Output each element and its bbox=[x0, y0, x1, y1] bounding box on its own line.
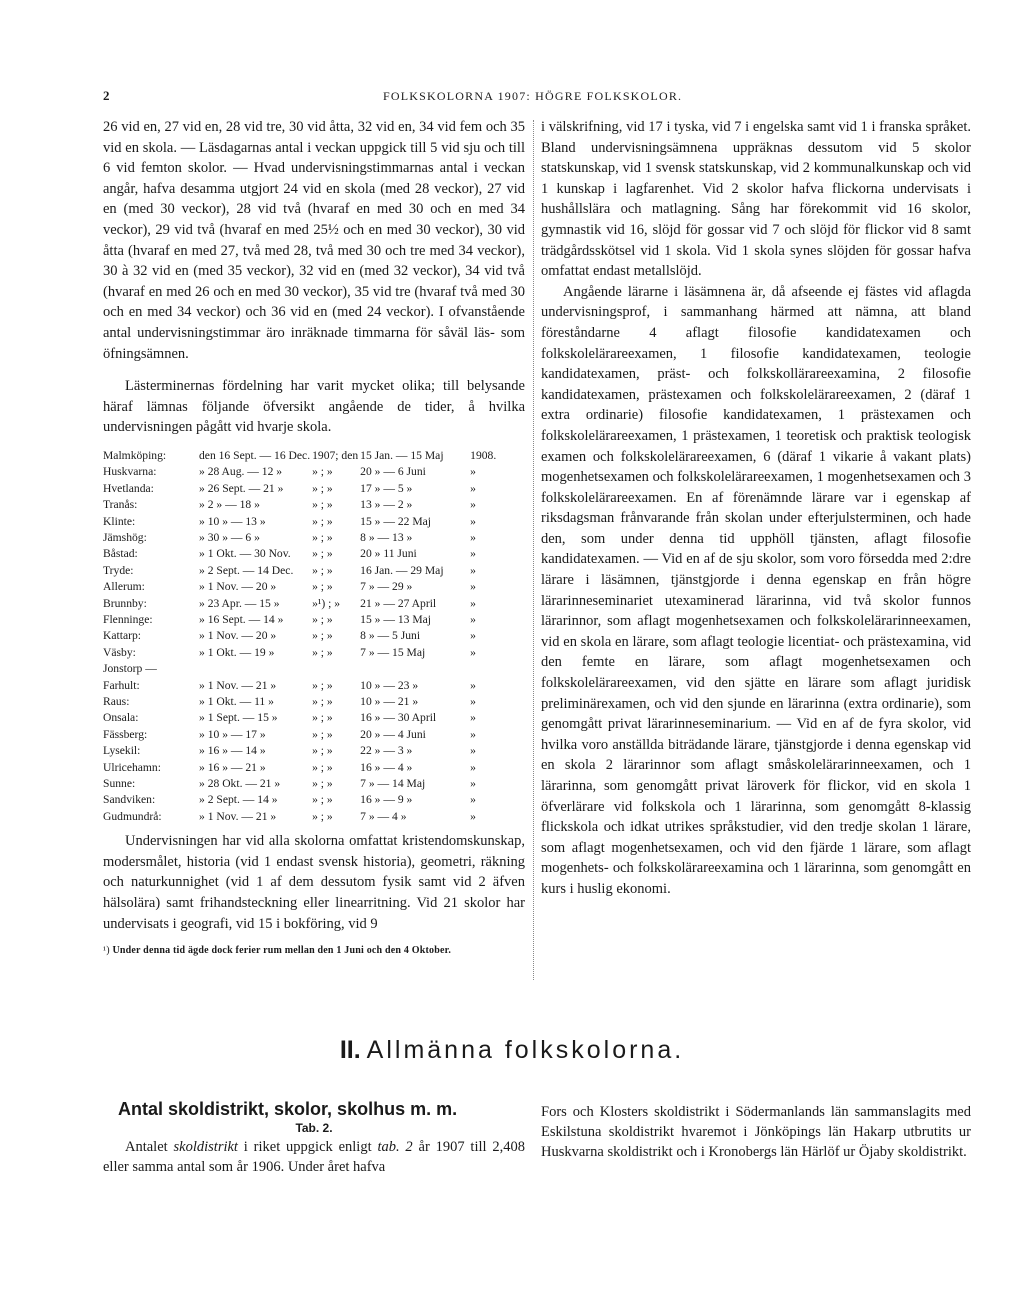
autumn-term bbox=[199, 661, 312, 677]
year-separator: » ; » bbox=[312, 514, 333, 528]
chapter-heading bbox=[0, 1036, 1024, 1065]
page-header bbox=[103, 88, 923, 108]
school-name: Tranås: bbox=[103, 498, 138, 512]
year-separator: » ; » bbox=[312, 498, 333, 512]
year-separator: » ; » bbox=[312, 777, 333, 791]
school-name: Hvetlanda: bbox=[103, 481, 154, 495]
right-column bbox=[541, 117, 971, 900]
autumn-term: » 26 Sept. — 21 » bbox=[199, 481, 284, 495]
autumn-term: » 2 Sept. — 14 » bbox=[199, 793, 278, 807]
year-end: » bbox=[470, 678, 476, 692]
year-separator: » ; » bbox=[312, 744, 333, 758]
year-separator: » ; » bbox=[312, 547, 333, 561]
year-end: » bbox=[470, 777, 476, 791]
spring-term: 15 » — 22 Maj bbox=[360, 514, 431, 528]
school-name: Gudmundrå: bbox=[103, 809, 162, 823]
spring-term: 7 » — 15 Maj bbox=[360, 645, 426, 659]
school-name: Huskvarna: bbox=[103, 465, 157, 479]
schedule-row bbox=[103, 612, 518, 628]
schedule-row bbox=[103, 661, 518, 677]
autumn-term: » 30 » — 6 » bbox=[199, 530, 260, 544]
year-end: » bbox=[470, 481, 476, 495]
schedule-row bbox=[103, 514, 518, 530]
schedule-row bbox=[103, 727, 518, 743]
autumn-term: den 16 Sept. — 16 Dec. bbox=[199, 448, 311, 462]
school-name: Tryde: bbox=[103, 563, 134, 577]
schedule-row bbox=[103, 530, 518, 546]
school-name: Jonstorp — bbox=[103, 662, 157, 676]
year-separator: » ; » bbox=[312, 580, 333, 594]
school-name: Kattarp: bbox=[103, 629, 141, 643]
left-column bbox=[103, 117, 525, 957]
autumn-term: » 10 » — 13 » bbox=[199, 514, 266, 528]
right-paragraph-1: i välskrifning, vid 17 i tyska, vid 7 i engelska samt vid 1 i franska språket. Bland undervisningsämnena uppräknas dessutom vid 5 skolor statskunskap, vid 1 svensk statskunskap, vid 2 kommunalkunskap och vid 1 kunskap i lagfarenhet. Vid 2 skolor hafva flickorna undervisats i hushållslära och matlagning. Sång har förekommit vid 16 skolor, gymnastik vid 16, slöjd för gossar vid 7 och slöjd för flickor vid 8 samt trädgårdsskötsel vid 1 skola. Vid 1 skola synes slöjden för gossar hafva omfattat endast metallslöjd. bbox=[541, 119, 971, 280]
spring-term: 7 » — 4 » bbox=[360, 809, 407, 823]
school-name: Farhult: bbox=[103, 678, 140, 692]
spring-term bbox=[360, 661, 470, 677]
year-separator: » ; » bbox=[312, 809, 333, 823]
year-end: » bbox=[470, 498, 476, 512]
bottom-right-text: Fors och Klosters skoldistrikt i Södermanlands län sammanslagits med Eskilstuna skoldistrikt hvaremot i Jönköpings län Hakarp utbrutits ur Huskvarna skoldistrikt och i Kronobergs län Härlöf ur Öjaby skoldistrikt. bbox=[541, 1104, 971, 1160]
year-separator: »¹) ; » bbox=[312, 596, 341, 610]
spring-term: 20 » — 4 Juni bbox=[360, 727, 426, 741]
school-name: Jämshög: bbox=[103, 530, 147, 544]
table-reference: Tab. 2. bbox=[295, 1121, 333, 1135]
autumn-term: » 1 Nov. — 21 » bbox=[199, 678, 277, 692]
autumn-term: » 1 Okt. — 19 » bbox=[199, 645, 275, 659]
spring-term: 13 » — 2 » bbox=[360, 498, 413, 512]
footnote-text: Under denna tid ägde dock ferier rum mellan den 1 Juni och den 4 Oktober. bbox=[112, 945, 452, 957]
year-separator: » ; » bbox=[312, 711, 333, 725]
year-separator: » ; » bbox=[312, 695, 333, 708]
spring-term: 16 Jan. — 29 Maj bbox=[360, 563, 444, 577]
school-name: Onsala: bbox=[103, 711, 139, 725]
year-separator: » ; » bbox=[312, 612, 333, 626]
running-title: FOLKSKOLORNA 1907: HÖGRE FOLKSKOLOR. bbox=[383, 89, 683, 103]
autumn-term: » 28 Okt. — 21 » bbox=[199, 777, 281, 791]
autumn-term: » 16 » — 21 » bbox=[199, 760, 266, 774]
spring-term: 8 » — 5 Juni bbox=[360, 629, 421, 643]
year-separator: » ; » bbox=[312, 481, 333, 495]
left-paragraph-3: Undervisningen har vid alla skolorna omfattat kristendomskunskap, modersmålet, historia (vid 1 endast svensk historia), geometri, räkning och naturkunnighet (vid 1 af dem dessutom fysik samt vid 2 äfven hälsolära) samt frihandsteckning eller linearritning. Vid 21 skolor har undervisats i geografi, vid 15 i bokföring, vid 9 bbox=[103, 833, 525, 932]
year-end bbox=[470, 661, 518, 677]
school-name: Fässberg: bbox=[103, 727, 148, 741]
autumn-term: » 1 Okt. — 11 » bbox=[199, 695, 274, 708]
school-name: Sandviken: bbox=[103, 793, 156, 807]
year-separator: 1907; den bbox=[312, 448, 359, 462]
text-segment: Antalet bbox=[125, 1139, 174, 1155]
spring-term: 7 » — 29 » bbox=[360, 580, 413, 594]
spring-term: 21 » — 27 April bbox=[360, 596, 437, 610]
spring-term: 10 » — 21 » bbox=[360, 695, 419, 708]
year-separator: » ; » bbox=[312, 760, 333, 774]
schedule-row bbox=[103, 645, 518, 661]
autumn-term: » 23 Apr. — 15 » bbox=[199, 596, 280, 610]
left-paragraph-1: 26 vid en, 27 vid en, 28 vid tre, 30 vid åtta, 32 vid en, 34 vid fem och 35 vid en skola. — Läsdagarnas antal i veckan uppgick till 5 vid sju och till 6 vid femton skolor. — Hvad undervisningstimmarnas antal i veckan angår, hafva desamma utgjort 24 vid en skola (med 28 veckor), 27 vid en (med 30 veckor), 28 vid två (hvaraf en med 30 och en med 34 veckor), 29 vid två (hvaraf en med 25½ och en med 30 veckor), 30 vid åtta (hvaraf en med 27, två med 28, två med 30 och tre med 34 veckor), 30 à 32 vid en (med 35 veckor), 32 vid en (med 32 veckor), 34 vid två (hvaraf en med 26 och en med 30 veckor), 35 vid tre (hvaraf två med 30 och en med 34 veckor) och 36 vid en (med 24 veckor). I ofvanstående antal undervisningstimmar äro inräknade timmarna för såväl läs- som öfningsämnen. bbox=[103, 119, 525, 362]
spring-term: 15 Jan. — 15 Maj bbox=[360, 448, 444, 462]
schedule-row bbox=[103, 563, 518, 579]
schedule-row bbox=[103, 760, 518, 776]
spring-term: 7 » — 14 Maj bbox=[360, 777, 426, 791]
schedule-row bbox=[103, 710, 518, 726]
page-number: 2 bbox=[103, 88, 111, 103]
autumn-term: » 1 Okt. — 30 Nov. bbox=[199, 547, 291, 561]
right-paragraph-2: Angående lärarne i läsämnena är, då afseende ej fästes vid aflagda undervisningsprof, i sammanhang härmed att nämna, att bland föreståndarne 4 aflagt filosofie kandidatexamen och folkskolelärareexamen, 1 filosofie kandidatexamen, teologie kandidatexamen, präst- och folkskollärareexamina, 2 filosofie kandidatexamen, prästexamen och folkskolelärareexamen, 2 (däraf 1 extra ordinarie) filosofie kandidatexamen, 1 prästexamen och folkskolelärareexamen, 1 prästexamen, 1 teoretisk och praktisk teologisk examen och folkskolelärareexamen, 6 (däraf 1 vikarie å vakant plats) mogenhetsexamen och folkskolelärareexamen, 1 mogenhetsexamen och 3 folkskolelärareexamen. En af förenämnde lärare var i egenskap af riksdagsman frånvarande från skolan under efterjulsterminen, och hade den, som under denna tid upphöll tjänsten, aflagt filosofie kandidatexamen. — Vid en af de sju skolor, som voro försedda med 2:dre lärare i läsämnen, tjänstgjorde i denna egenskap en från högre lärarinneseminariet utexaminerad lärarinna, vid två skolor funnos lärarinnor, som aflagt mogenhetsexamen och folkskolelärarinneexamen, vid en skola en lärare, som aflagt teologie licentiat- och prästexamina, vid den femte en lärare, som aflagt mogenhetsexamen och folkskolelärareexamen, vid den sjätte en lärare som aflagt juridisk preliminärexamen, och vid den sjunde en lärarinna (extra ordinarie), som genomgått privat lärarinneseminarium. — Vid en af de fyra skolor, vid hvilka voro anställda biträdande lärare, tjänstgjorde i denna egenskap vid en skola 2 lärarinnor som aflagt småskolelärarinneexamen, och 1 lärarinna, som genomgått privat läroverk för flickor, vid en skola 1 öfverlärare vid folkskola och 1 lärarinna, som genomgått 8-klassig flickskola och idkat utrikes språkstudier, vid den tredje skolan 1 lärare, som aflagt mogenhetsexamen, och vid den fjärde 1 lärare, som aflagt mogenhets- och folkskolärareexamina och 1 lärarinna, som genomgått en kurs i huslig ekonomi. bbox=[541, 283, 971, 897]
autumn-term: » 1 Nov. — 21 » bbox=[199, 809, 277, 823]
spring-term: 16 » — 4 » bbox=[360, 760, 413, 774]
year-end: » bbox=[470, 530, 476, 544]
schedule-row bbox=[103, 464, 518, 480]
year-end: » bbox=[470, 547, 476, 561]
school-name: Väsby: bbox=[103, 645, 136, 659]
spring-term: 16 » — 9 » bbox=[360, 793, 413, 807]
school-name: Klinte: bbox=[103, 514, 136, 528]
year-separator: » ; » bbox=[312, 530, 333, 544]
school-name: Ulricehamn: bbox=[103, 760, 161, 774]
year-separator: » ; » bbox=[312, 563, 333, 577]
schedule-row bbox=[103, 596, 518, 612]
spring-term: 15 » — 13 Maj bbox=[360, 612, 431, 626]
spring-term: 20 » 11 Juni bbox=[360, 547, 417, 561]
autumn-term: » 1 Nov. — 20 » bbox=[199, 629, 277, 643]
school-name: Allerum: bbox=[103, 580, 145, 594]
school-name: Båstad: bbox=[103, 547, 138, 561]
school-name: Raus: bbox=[103, 695, 130, 708]
section-heading: Antal skoldistrikt, skolor, skolhus m. m. bbox=[118, 1099, 458, 1119]
year-end: » bbox=[470, 580, 476, 594]
year-separator: » ; » bbox=[312, 793, 333, 807]
spring-term: 10 » — 23 » bbox=[360, 678, 419, 692]
year-separator: » ; » bbox=[312, 629, 333, 643]
autumn-term: » 2 Sept. — 14 Dec. bbox=[199, 563, 294, 577]
chapter-title: Allmänna folkskolorna. bbox=[366, 1036, 685, 1064]
school-name: Malmköping: bbox=[103, 448, 167, 462]
text-segment: år 1907 till 2,408 eller samma antal som år 1906. Under året hafva bbox=[103, 1139, 525, 1175]
schedule-row bbox=[103, 481, 518, 497]
year-separator: » ; » bbox=[312, 678, 333, 692]
school-name: Lysekil: bbox=[103, 744, 141, 758]
schedule-row bbox=[103, 694, 518, 710]
schedule-row bbox=[103, 546, 518, 562]
schedule-row bbox=[103, 678, 518, 694]
autumn-term: » 28 Aug. — 12 » bbox=[199, 465, 283, 479]
schedule-row bbox=[103, 809, 518, 825]
schedule-row bbox=[103, 497, 518, 513]
term-schedule-table bbox=[103, 448, 518, 825]
italic-segment: skoldistrikt bbox=[173, 1139, 238, 1155]
school-name: Brunnby: bbox=[103, 596, 147, 610]
schedule-row bbox=[103, 579, 518, 595]
year-end: » bbox=[470, 711, 476, 725]
autumn-term: » 16 Sept. — 14 » bbox=[199, 612, 284, 626]
autumn-term: » 1 Sept. — 15 » bbox=[199, 711, 278, 725]
schedule-row bbox=[103, 792, 518, 808]
year-end: » bbox=[470, 695, 476, 708]
left-paragraph-2: Lästerminernas fördelning har varit mycket olika; till belysande häraf lämnas följande öfversikt angående de tider, å hvilka undervisningen pågått vid hvarje skola. bbox=[103, 378, 525, 436]
year-end: » bbox=[470, 760, 476, 774]
autumn-term: » 2 » — 18 » bbox=[199, 498, 260, 512]
spring-term: 16 » — 30 April bbox=[360, 711, 437, 725]
text-segment: i riket uppgick enligt bbox=[237, 1139, 378, 1155]
autumn-term: » 10 » — 17 » bbox=[199, 727, 266, 741]
autumn-term: » 16 » — 14 » bbox=[199, 744, 266, 758]
year-end: » bbox=[470, 596, 476, 610]
school-name: Sunne: bbox=[103, 777, 136, 791]
spring-term: 20 » — 6 Juni bbox=[360, 465, 426, 479]
year-end: » bbox=[470, 744, 476, 758]
italic-segment: tab. 2 bbox=[377, 1139, 413, 1155]
spring-term: 22 » — 3 » bbox=[360, 744, 413, 758]
year-end: 1908. bbox=[470, 448, 497, 462]
footnote-mark: ¹) bbox=[103, 945, 110, 957]
year-end: » bbox=[470, 514, 476, 528]
year-separator: » ; » bbox=[312, 465, 333, 479]
year-end: » bbox=[470, 809, 476, 823]
spring-term: 8 » — 13 » bbox=[360, 530, 413, 544]
school-name: Flenninge: bbox=[103, 612, 153, 626]
year-end: » bbox=[470, 793, 476, 807]
schedule-row bbox=[103, 628, 518, 644]
year-separator bbox=[312, 661, 360, 677]
year-end: » bbox=[470, 563, 476, 577]
schedule-row bbox=[103, 743, 518, 759]
footnote bbox=[103, 944, 525, 957]
year-end: » bbox=[470, 465, 476, 479]
year-separator: » ; » bbox=[312, 727, 333, 741]
year-end: » bbox=[470, 727, 476, 741]
chapter-number: II. bbox=[339, 1036, 361, 1064]
autumn-term: » 1 Nov. — 20 » bbox=[199, 580, 277, 594]
year-end: » bbox=[470, 645, 476, 659]
bottom-right-paragraph bbox=[541, 1102, 971, 1162]
column-divider bbox=[533, 120, 534, 980]
schedule-row bbox=[103, 448, 518, 464]
year-separator: » ; » bbox=[312, 645, 333, 659]
bottom-left-paragraph bbox=[103, 1137, 525, 1177]
spring-term: 17 » — 5 » bbox=[360, 481, 413, 495]
schedule-row bbox=[103, 776, 518, 792]
year-end: » bbox=[470, 629, 476, 643]
year-end: » bbox=[470, 612, 476, 626]
